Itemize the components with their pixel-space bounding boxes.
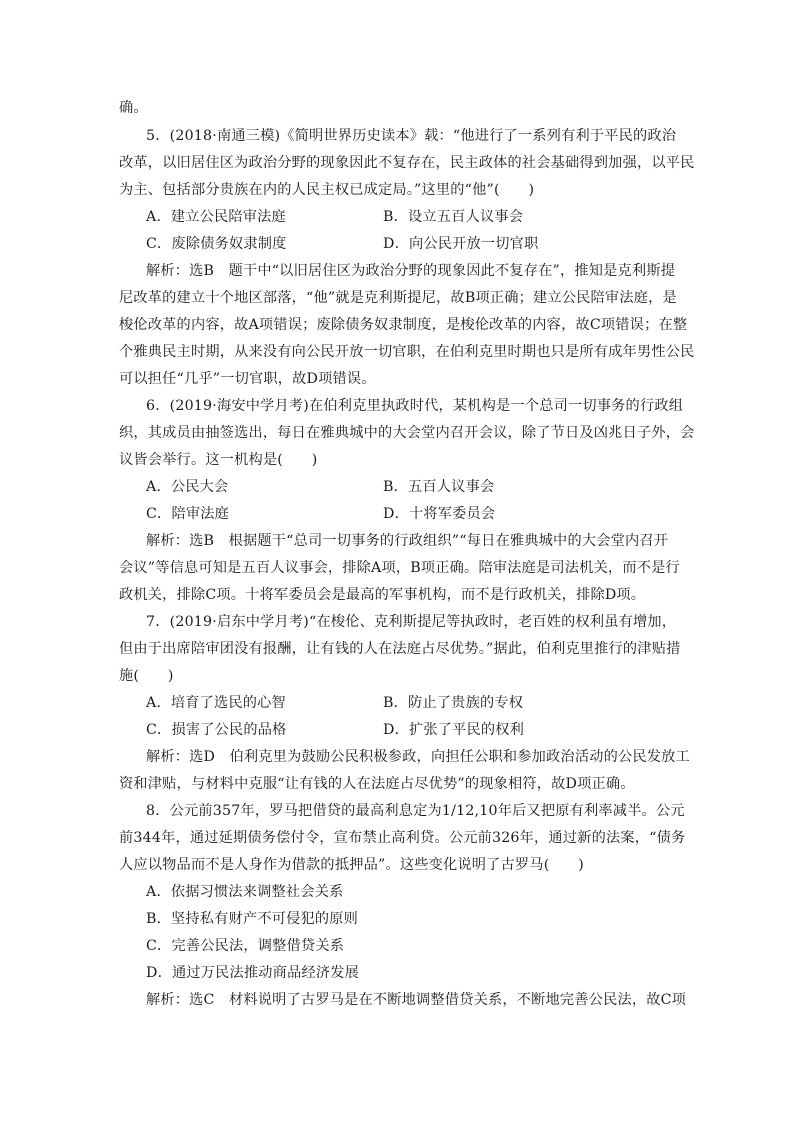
q7-analysis-line-2: 资和津贴，与材料中克服“让有钱的人在法庭占尽优势”的现象相符，故D项正确。 [119, 776, 635, 792]
q6-option-c: C．陪审法庭 [146, 506, 229, 522]
q5-option-b: B．设立五百人议事会 [383, 209, 524, 225]
q6-option-b: B．五百人议事会 [383, 479, 495, 495]
q7-stem-line-1: 7．(2019·启东中学月考)“在梭伦、克利斯提尼等执政时，老百姓的权利虽有增加， [146, 614, 677, 630]
q5-analysis-line-4: 个雅典民主时期，从来没有向公民开放一切官职，在伯利克里时期也只是所有成年男性公民 [119, 344, 695, 360]
q7-stem-line-3: 施( ) [119, 668, 174, 684]
q5-stem-line-3: 为主、包括部分贵族在内的人民主权已成定局。”这里的“他”( ) [119, 182, 535, 198]
q8-option-b: B．坚持私有财产不可侵犯的原则 [146, 911, 359, 927]
q8-stem-line-2: 前344年，通过延期债务偿付令，宣布禁止高利贷。公元前326年，通过新的法案，“债务 [119, 830, 686, 846]
q6-stem-line-3: 议皆会举行。这一机构是( ) [119, 452, 318, 468]
q6-analysis-line-2: 会议”等信息可知是五百人议事会，排除A项，B项正确。陪审法庭是司法机关，而不是行 [119, 560, 680, 576]
q8-stem-line-1: 8．公元前357年，罗马把借贷的最高利息定为1/12,10年后又把原有利率减半。公元 [146, 803, 685, 819]
q6-option-d: D．十将军委员会 [383, 506, 496, 522]
q6-option-a: A．公民大会 [146, 479, 229, 495]
q5-stem-line-1: 5．(2018·南通三模)《简明世界历史读本》载：“他进行了一系列有利于平民的政治 [146, 128, 677, 144]
q5-option-a: A．建立公民陪审法庭 [146, 209, 286, 225]
q6-stem-line-2: 织，其成员由抽签选出，每日在雅典城中的大会堂内召开会议，除了节日及凶兆日子外，会 [119, 425, 695, 441]
q6-stem-line-1: 6．(2019·海安中学月考)在伯利克里执政时代，某机构是一个总司一切事务的行政组 [146, 398, 684, 414]
q8-analysis-line-1: 解析：选C 材料说明了古罗马是在不断地调整借贷关系，不断地完善公民法，故C项 [146, 992, 687, 1008]
q6-analysis-line-3: 政机关，排除C项。十将军委员会是最高的军事机构，而不是行政机关，排除D项。 [119, 587, 646, 603]
q7-option-b: B．防止了贵族的专权 [383, 695, 524, 711]
q8-option-c: C．完善公民法，调整借贷关系 [146, 938, 345, 954]
q8-stem-line-3: 人应以物品而不是人身作为借款的抵押品”。这些变化说明了古罗马( ) [119, 857, 584, 873]
q5-analysis-line-1: 解析：选B 题干中“以旧居住区为政治分野的现象因此不复存在”，推知是克利斯提 [146, 263, 676, 279]
q7-option-c: C．损害了公民的品格 [146, 722, 287, 738]
q8-option-d: D．通过万民法推动商品经济发展 [146, 965, 360, 981]
q8-option-a: A．依据习惯法来调整社会关系 [146, 884, 344, 900]
q5-analysis-line-2: 尼改革的建立十个地区部落，“他”就是克利斯提尼，故B项正确；建立公民陪审法庭，是 [119, 290, 677, 306]
q5-stem-line-2: 改革，以旧居住区为政治分野的现象因此不复存在，民主政体的社会基础得到加强，以平民 [119, 155, 695, 171]
q5-analysis-line-5: 可以担任“几乎”一切官职，故D项错误。 [119, 371, 376, 387]
q7-option-a: A．培育了选民的心智 [146, 695, 286, 711]
q5-option-c: C．废除债务奴隶制度 [146, 236, 287, 252]
q7-option-d: D．扩张了平民的权利 [383, 722, 525, 738]
q7-analysis-line-1: 解析：选D 伯利克里为鼓励公民积极参政，向担任公职和参加政治活动的公民发放工 [146, 749, 690, 765]
q7-stem-line-2: 但由于出席陪审团没有报酬，让有钱的人在法庭占尽优势。”据此，伯利克里推行的津贴措 [119, 641, 681, 657]
q5-analysis-line-3: 梭伦改革的内容，故A项错误；废除债务奴隶制度，是梭伦改革的内容，故C项错误；在整 [119, 317, 688, 333]
q6-analysis-line-1: 解析：选B 根据题干“总司一切事务的行政组织”“每日在雅典城中的大会堂内召开 [146, 533, 669, 549]
q5-option-d: D．向公民开放一切官职 [383, 236, 539, 252]
continuation-text: 确。 [119, 100, 148, 116]
